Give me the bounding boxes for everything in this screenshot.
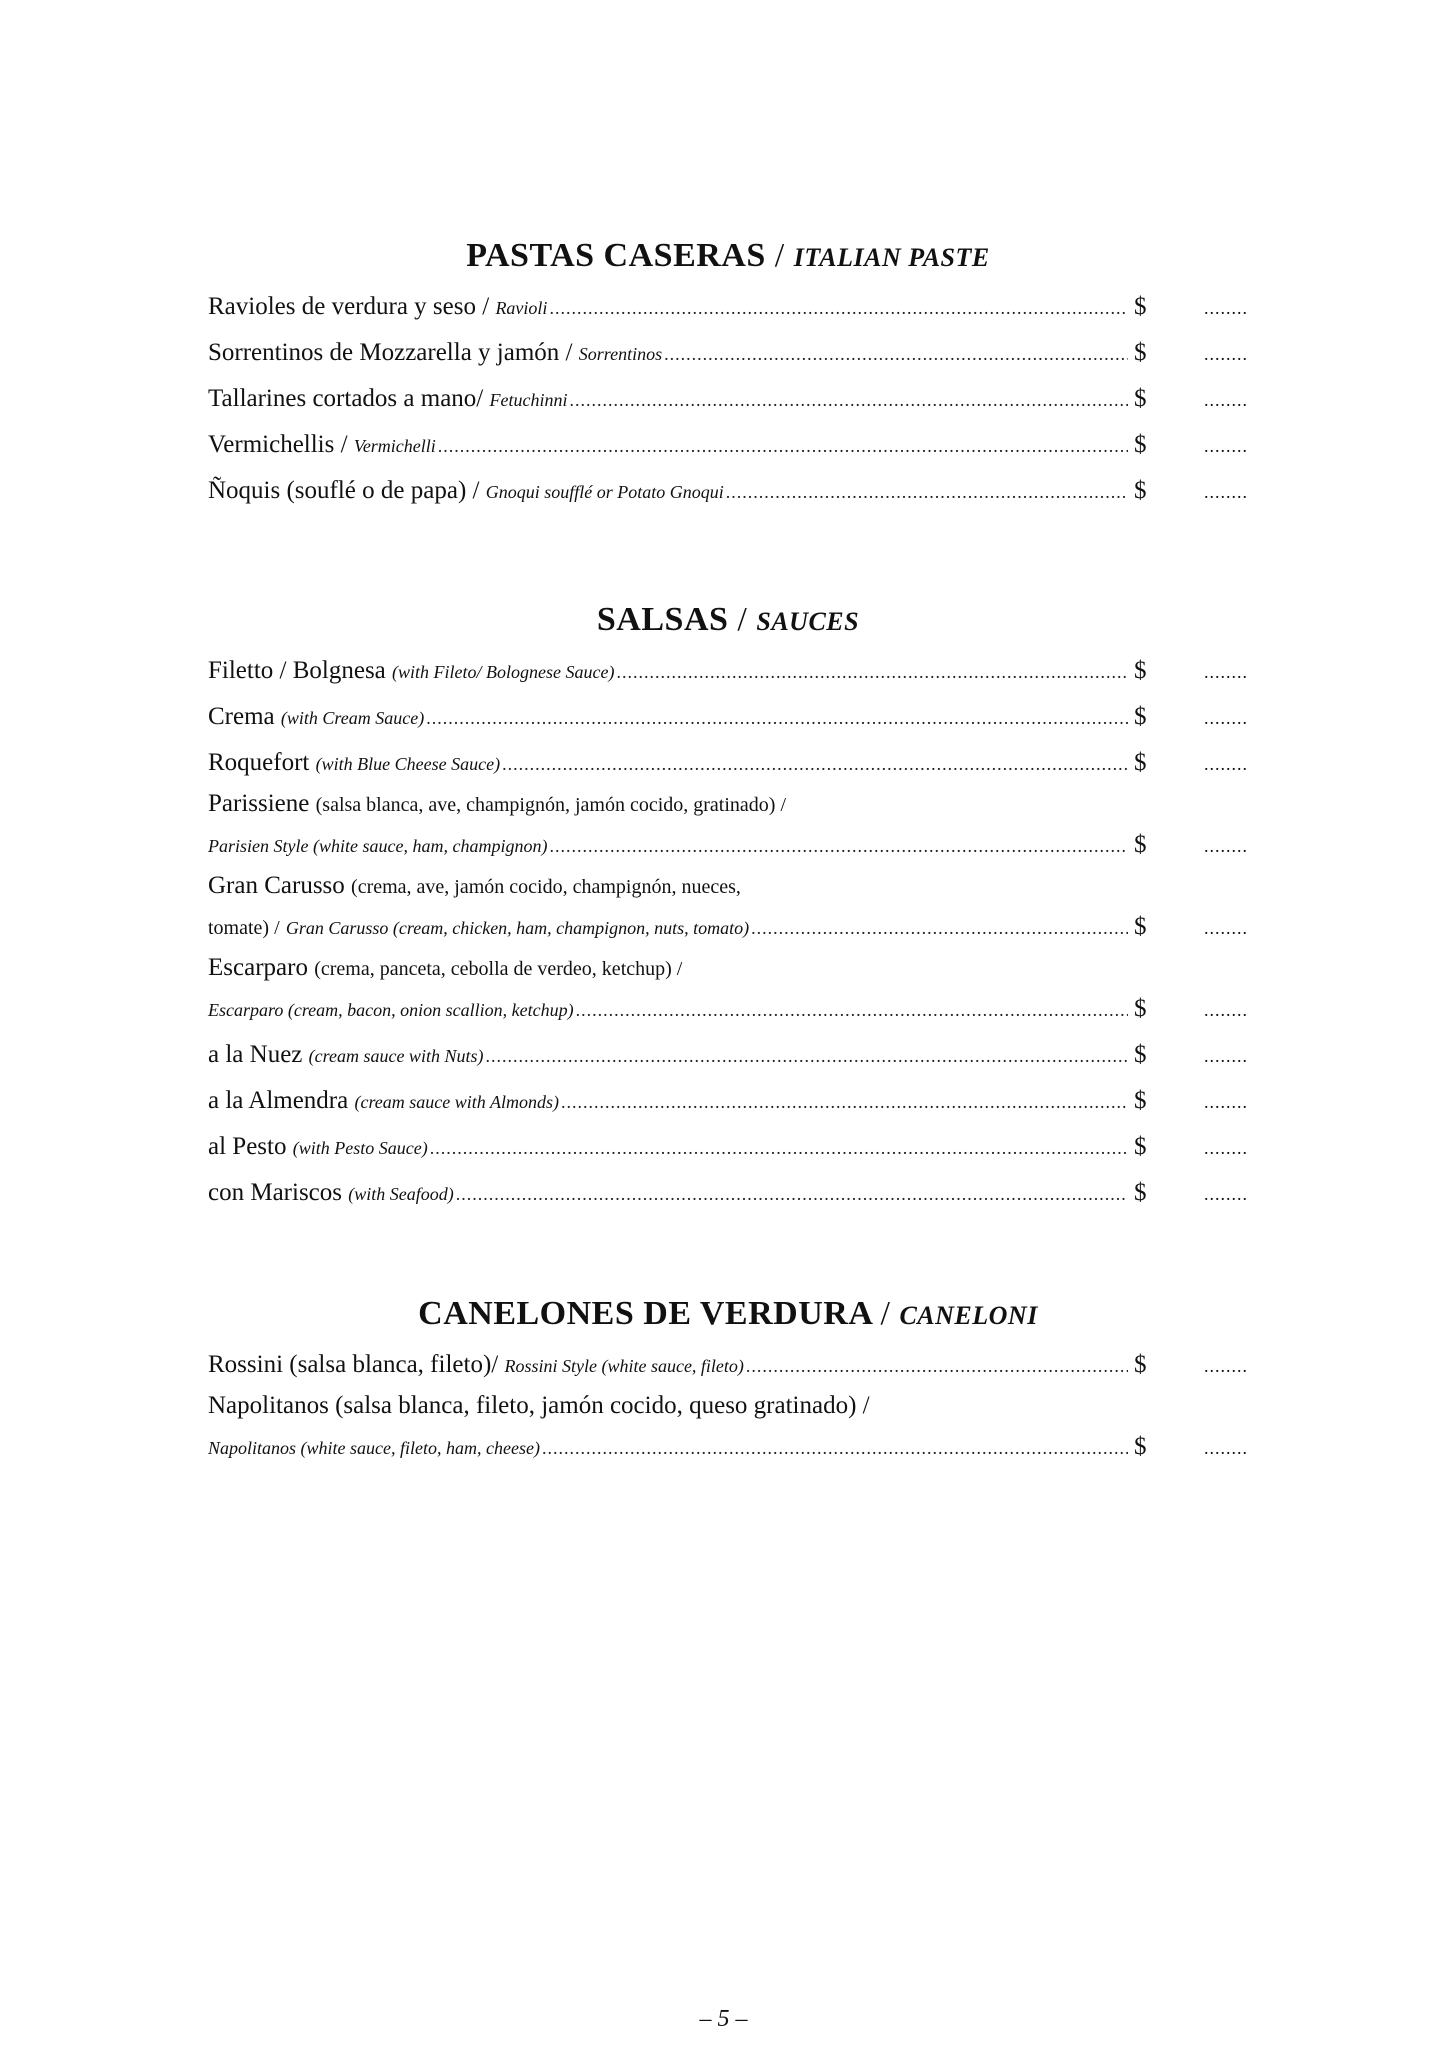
item-price: ........ (1204, 298, 1248, 318)
menu-item (208, 1170, 1248, 1216)
item-name-en: (with Cream Sauce) (280, 708, 425, 728)
dot-leader (751, 905, 1128, 951)
item-price: ........ (1204, 1092, 1248, 1112)
section-title-en: SAUCES (756, 607, 860, 636)
item-name-en: (cream sauce with Nuts) (308, 1046, 484, 1066)
item-name-en: Napolitanos (white sauce, fileto, ham, cheese) (208, 1438, 540, 1458)
currency-symbol: $ (1134, 913, 1147, 940)
item-price: ........ (1204, 1184, 1248, 1204)
title-separator: / (737, 601, 748, 638)
menu-item (208, 694, 1248, 740)
item-name: Sorrentinos de Mozzarella y jamón / (208, 339, 573, 366)
section-title (208, 600, 1248, 648)
item-price: ........ (1204, 708, 1248, 728)
currency-symbol: $ (1134, 385, 1147, 412)
dot-leader (438, 423, 1128, 469)
section-title-en: ITALIAN PASTE (793, 243, 990, 272)
currency-symbol: $ (1134, 293, 1147, 320)
section-title (208, 236, 1248, 284)
dot-leader (561, 1079, 1128, 1125)
currency-symbol: $ (1134, 477, 1147, 504)
title-separator: / (774, 237, 785, 274)
dot-leader (569, 377, 1128, 423)
item-name-en: Gnoqui soufflé or Potato Gnoqui (485, 482, 724, 502)
section-title-es: PASTAS CASERAS (466, 237, 766, 274)
item-name-en: Ravioli (495, 298, 548, 318)
item-description: (salsa blanca, ave, champignón, jamón cocido, gratinado) / (315, 794, 787, 816)
section-title-en: CANELONI (899, 1301, 1038, 1330)
dot-leader (664, 331, 1128, 377)
item-name: Roquefort (208, 749, 310, 776)
item-name: a la Nuez (208, 1041, 303, 1068)
item-name-en: (cream sauce with Almonds) (354, 1092, 559, 1112)
item-name: Napolitanos (salsa blanca, fileto, jamón cocido, queso gratinado) / (208, 1392, 870, 1419)
item-name-en: (with Blue Cheese Sauce) (315, 754, 501, 774)
item-price: ........ (1204, 482, 1248, 502)
currency-symbol: $ (1134, 1133, 1147, 1160)
dot-leader (549, 285, 1128, 331)
menu-item (208, 1078, 1248, 1124)
item-price: ........ (1204, 1438, 1248, 1458)
currency-symbol: $ (1134, 339, 1147, 366)
item-price: ........ (1204, 390, 1248, 410)
item-name: Gran Carusso (208, 872, 345, 899)
item-name: Filetto / Bolgnesa (208, 657, 386, 684)
item-price: ........ (1204, 344, 1248, 364)
section-title-es: SALSAS (596, 601, 729, 638)
menu-item (208, 468, 1248, 514)
item-name: Crema (208, 703, 275, 730)
item-name-en: (with Seafood) (348, 1184, 454, 1204)
dot-leader (726, 469, 1128, 515)
item-name: Rossini (salsa blanca, fileto)/ (208, 1351, 499, 1378)
currency-symbol: $ (1134, 1351, 1147, 1378)
item-name-en: Parisien Style (white sauce, ham, champignon) (208, 836, 548, 856)
currency-symbol: $ (1134, 1041, 1147, 1068)
menu-item (208, 376, 1248, 422)
item-name: Ñoquis (souflé o de papa) / (208, 477, 480, 504)
item-name: con Mariscos (208, 1179, 342, 1206)
dot-leader (616, 649, 1128, 695)
menu-item (208, 786, 1248, 868)
dot-leader (549, 823, 1128, 869)
item-name-en: Vermichelli (353, 436, 436, 456)
section-salsas (208, 600, 1248, 1216)
item-name-en: (with Pesto Sauce) (292, 1138, 428, 1158)
item-price: ........ (1204, 754, 1248, 774)
dot-leader (502, 741, 1128, 787)
item-price: ........ (1204, 436, 1248, 456)
item-name-en: Sorrentinos (578, 344, 663, 364)
item-name-en: Escarparo (cream, bacon, onion scallion, ketchup) (208, 1000, 574, 1020)
item-name: Escarparo (208, 954, 308, 981)
dot-leader (542, 1425, 1128, 1471)
menu-item (208, 648, 1248, 694)
currency-symbol: $ (1134, 1087, 1147, 1114)
item-price: ........ (1204, 662, 1248, 682)
item-description: (crema, panceta, cebolla de verdeo, ketchup) / (314, 958, 683, 980)
currency-symbol: $ (1134, 749, 1147, 776)
currency-symbol: $ (1134, 431, 1147, 458)
page-number: – 5 – (699, 2006, 748, 2032)
item-price: ........ (1204, 918, 1248, 938)
menu-item (208, 1342, 1248, 1388)
item-name-en: (with Fileto/ Bolognese Sauce) (392, 662, 615, 682)
section-title (208, 1294, 1248, 1342)
currency-symbol: $ (1134, 831, 1147, 858)
item-price: ........ (1204, 836, 1248, 856)
currency-symbol: $ (1134, 1179, 1147, 1206)
item-name: Vermichellis / (208, 431, 348, 458)
dot-leader (426, 695, 1128, 741)
item-name: al Pesto (208, 1133, 287, 1160)
menu-item (208, 950, 1248, 1032)
item-name-en: Rossini Style (white sauce, fileto) (504, 1356, 744, 1376)
menu-item (208, 422, 1248, 468)
item-price: ........ (1204, 1000, 1248, 1020)
dot-leader (485, 1033, 1128, 1079)
currency-symbol: $ (1134, 703, 1147, 730)
menu-item (208, 1032, 1248, 1078)
section-pastas (208, 236, 1248, 514)
menu-item (208, 740, 1248, 786)
section-title-es: CANELONES DE VERDURA (418, 1295, 872, 1332)
title-separator: / (880, 1295, 891, 1332)
currency-symbol: $ (1134, 1433, 1147, 1460)
item-name: Parissiene (208, 790, 310, 817)
currency-symbol: $ (1134, 995, 1147, 1022)
dot-leader (430, 1125, 1128, 1171)
item-name-en: Fetuchinni (489, 390, 568, 410)
dot-leader (456, 1171, 1128, 1217)
item-price: ........ (1204, 1138, 1248, 1158)
menu-item (208, 330, 1248, 376)
item-name: Ravioles de verdura y seso / (208, 293, 490, 320)
item-name: a la Almendra (208, 1087, 349, 1114)
item-price: ........ (1204, 1356, 1248, 1376)
menu-item (208, 1388, 1248, 1470)
item-price: ........ (1204, 1046, 1248, 1066)
dot-leader (746, 1343, 1128, 1389)
item-name: Tallarines cortados a mano/ (208, 385, 484, 412)
currency-symbol: $ (1134, 657, 1147, 684)
item-description-cont: tomate) / (208, 917, 280, 939)
menu-item (208, 284, 1248, 330)
item-description: (crema, ave, jamón cocido, champignón, nueces, (351, 876, 741, 898)
menu-item (208, 1124, 1248, 1170)
item-name-en: Gran Carusso (cream, chicken, ham, champignon, nuts, tomato) (285, 918, 750, 938)
menu-item (208, 868, 1248, 950)
section-canelones (208, 1294, 1248, 1470)
dot-leader (576, 987, 1128, 1033)
